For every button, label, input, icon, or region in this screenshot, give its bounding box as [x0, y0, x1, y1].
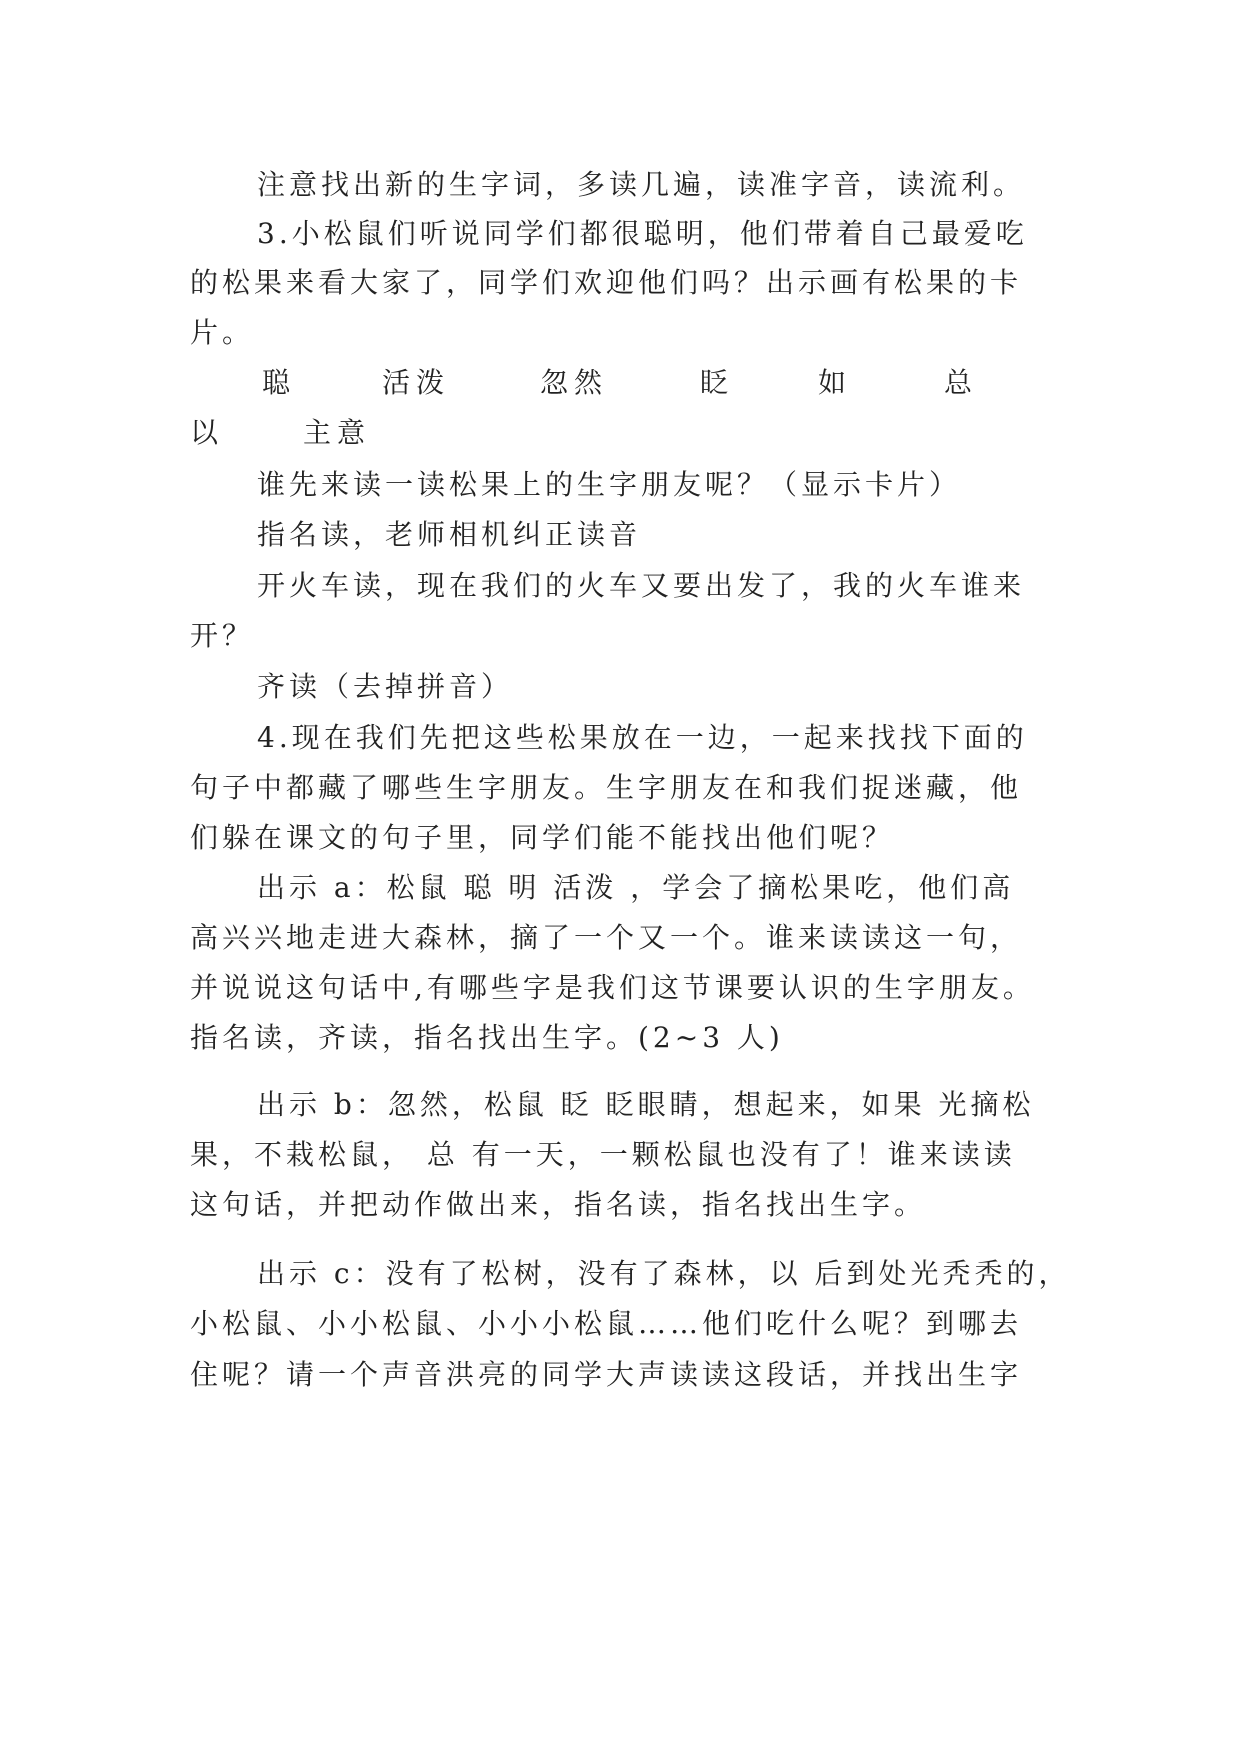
text-line: 果，不栽松鼠， 总 有一天，一颗松鼠也没有了！谁来读读: [190, 1138, 1016, 1171]
vocab-word: 总: [944, 366, 979, 399]
text-line: 们躲在课文的句子里，同学们能不能找出他们呢？: [190, 821, 895, 854]
text-line: 4.现在我们先把这些松果放在一边，一起来找找下面的: [257, 721, 1028, 754]
text-line: 开火车读，现在我们的火车又要出发了，我的火车谁来: [257, 569, 1026, 602]
text-line: 出示 b：忽然，松鼠 眨 眨眼睛，想起来，如果 光摘松: [257, 1088, 1035, 1121]
vocab-word: 主意: [303, 416, 372, 449]
text-line: 指名读，齐读，指名找出生字。(2~3 人): [190, 1021, 784, 1054]
text-line: 出示 c：没有了松树，没有了森林，以 后到处光秃秃的，: [257, 1257, 1071, 1290]
text-line: 谁先来读一读松果上的生字朋友呢？（显示卡片）: [257, 468, 962, 501]
text-line: 这句话，并把动作做出来，指名读，指名找出生字。: [190, 1188, 927, 1221]
vocab-word: 忽然: [540, 366, 609, 399]
text-line: 住呢？请一个声音洪亮的同学大声读读这段话，并找出生字: [190, 1358, 1023, 1391]
vocab-word: 以: [190, 416, 225, 449]
text-line: 并说说这句话中,有哪些字是我们这节课要认识的生字朋友。: [190, 971, 1035, 1004]
text-line: 注意找出新的生字词，多读几遍，读准字音，读流利。: [257, 168, 1026, 201]
text-line: 高兴兴地走进大森林，摘了一个又一个。谁来读读这一句，: [190, 921, 1023, 954]
text-line: 3.小松鼠们听说同学们都很聪明，他们带着自己最爱吃: [257, 217, 1028, 250]
vocab-word: 如: [818, 366, 853, 399]
text-line: 句子中都藏了哪些生字朋友。生字朋友在和我们捉迷藏，他: [190, 771, 1023, 804]
text-line: 片。: [190, 316, 255, 349]
text-line: 开？: [190, 619, 255, 652]
text-line: 的松果来看大家了，同学们欢迎他们吗？出示画有松果的卡: [190, 266, 1023, 299]
vocab-word: 聪: [262, 366, 297, 399]
text-line: 出示 a：松鼠 聪 明 活泼 ，学会了摘松果吃，他们高: [257, 871, 1015, 904]
text-line: 小松鼠、小小松鼠、小小小松鼠……他们吃什么呢？到哪去: [190, 1307, 1023, 1340]
text-line: 指名读，老师相机纠正读音: [257, 518, 642, 551]
vocab-word: 活泼: [382, 366, 451, 399]
text-line: 齐读（去掉拼音）: [257, 670, 514, 703]
vocab-word: 眨: [700, 366, 735, 399]
